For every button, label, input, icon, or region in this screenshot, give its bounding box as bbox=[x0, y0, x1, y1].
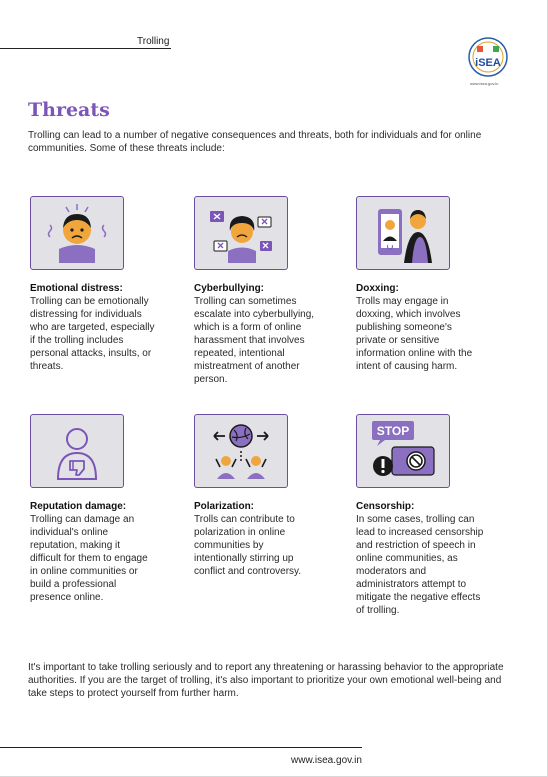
distressed-face-icon bbox=[42, 201, 112, 265]
threat-heading: Polarization: bbox=[194, 501, 255, 512]
footer-url: www.isea.gov.in bbox=[291, 755, 362, 766]
threat-description: Trolling can be emotionally distressing for individuals who are targeted, especially if the trolling includes personal attacks, insults, or threats. bbox=[30, 296, 155, 372]
closing-paragraph: It's important to take trolling seriously and to report any threatening or harassing behavior to the appropriate authorities. If you are the target of trolling, it's also important to prioritize your own emotional well-being and take steps to protect yourself from further harm. bbox=[28, 662, 504, 699]
stop-label: STOP bbox=[376, 424, 410, 438]
threat-description: Trolling can damage an individual's online reputation, making it difficult for them to engage in online communities or build a professional presence online. bbox=[30, 514, 148, 603]
footer-rule bbox=[0, 747, 362, 748]
threat-icon-frame bbox=[356, 414, 450, 488]
isea-logo bbox=[466, 36, 510, 82]
header-section-label: Trolling bbox=[137, 36, 170, 47]
threat-card-reputation-damage bbox=[30, 414, 220, 604]
threat-card-doxxing bbox=[356, 196, 546, 373]
logo-text: iSEA bbox=[475, 57, 501, 69]
page-title: Threats bbox=[28, 99, 110, 121]
threat-description: In some cases, trolling can lead to increased censorship and restriction of speech in online communities, as moderators and administrators attempt to mitigate the negative effects of trolling. bbox=[356, 514, 484, 616]
threat-description: Trolls can contribute to polarization in online communities by intentionally stirring up conflict and controversy. bbox=[194, 514, 302, 577]
logo-url: www.isea.gov.in bbox=[470, 81, 499, 86]
threat-heading: Censorship: bbox=[356, 501, 415, 512]
threat-heading: Doxxing: bbox=[356, 283, 399, 294]
threat-icon-frame bbox=[30, 414, 124, 488]
threat-icon-frame bbox=[194, 414, 288, 488]
threat-heading: Reputation damage: bbox=[30, 501, 127, 512]
threat-icon-frame bbox=[194, 196, 288, 270]
polarization-globe-icon bbox=[206, 419, 276, 483]
threat-card-emotional-distress bbox=[30, 196, 220, 373]
intro-paragraph: Trolling can lead to a number of negative consequences and threats, both for individuals and for online communities. Some of these threats include: bbox=[28, 130, 482, 154]
threat-heading: Emotional distress: bbox=[30, 283, 123, 294]
threat-icon-frame bbox=[356, 196, 450, 270]
stop-censorship-icon bbox=[368, 419, 438, 483]
threat-icon-frame bbox=[30, 196, 124, 270]
header-rule bbox=[0, 48, 171, 49]
threat-description: Trolling can sometimes escalate into cyberbullying, which is a form of online harassment that involves repeated, intentional mistreatment of another person. bbox=[194, 296, 315, 385]
doxxing-icon bbox=[368, 201, 438, 265]
thumbs-down-profile-icon bbox=[42, 419, 112, 483]
threat-heading: Cyberbullying: bbox=[194, 283, 265, 294]
threat-card-censorship bbox=[356, 414, 546, 617]
threat-description: Trolls may engage in doxxing, which involves publishing someone's private or sensitive information online with the intent of causing harm. bbox=[356, 296, 473, 372]
cyberbullying-icon bbox=[206, 201, 276, 265]
